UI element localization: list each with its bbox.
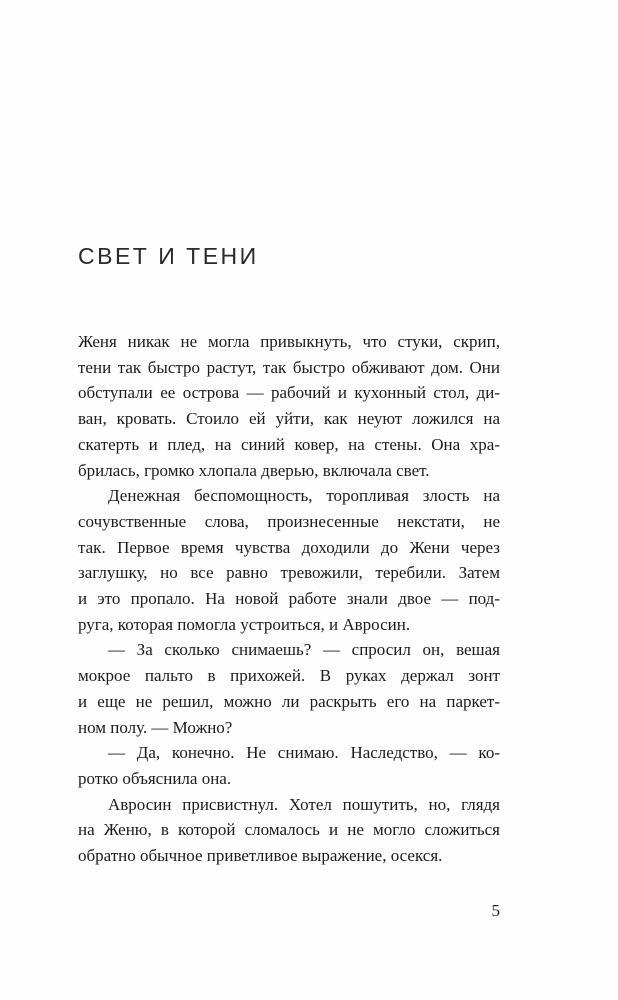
text-line: заглушку, но все равно тревожили, теребили. Затем xyxy=(78,563,500,583)
text-line: руга, которая помогла устроиться, и Авросин. xyxy=(78,614,411,634)
text-line: — Да, конечно. Не снимаю. Наследство, — ко- xyxy=(108,743,500,763)
text-line: — За сколько снимаешь? — спросил он, вешая xyxy=(108,640,500,660)
paragraph xyxy=(78,483,500,637)
text-line: брилась, громко хлопала дверью, включала свет. xyxy=(78,460,430,480)
chapter-title: СВЕТ И ТЕНИ xyxy=(78,243,259,269)
text-line: сочувственные слова, произнесенные некстати, не xyxy=(78,511,500,531)
text-line: обратно обычное приветливое выражение, осекся. xyxy=(78,846,443,866)
paragraph xyxy=(78,740,500,791)
text-line: мокрое пальто в прихожей. В руках держал зонт xyxy=(78,666,500,686)
text-line: Денежная беспомощность, торопливая злость на xyxy=(108,486,500,506)
text-line: на Женю, в которой сломалось и не могло сложиться xyxy=(78,820,500,840)
text-line: и еще не решил, можно ли раскрыть его на паркет- xyxy=(78,691,500,711)
page-number: 5 xyxy=(491,901,500,920)
text-line: обступали ее острова — рабочий и кухонный стол, ди- xyxy=(78,383,500,403)
paragraph xyxy=(78,792,500,869)
text-block xyxy=(78,329,500,869)
paragraph xyxy=(78,637,500,740)
text-line: ван, кровать. Стоило ей уйти, как неуют ложился на xyxy=(78,409,500,429)
text-line: Женя никак не могла привыкнуть, что стуки, скрип, xyxy=(78,332,500,351)
text-line: Авросин присвистнул. Хотел пошутить, но, глядя xyxy=(108,794,500,814)
text-line: скатерть и плед, на синий ковер, на стены. Она хра- xyxy=(78,434,500,454)
text-line: так. Первое время чувства доходили до Жени через xyxy=(78,537,500,557)
text-line: тени так быстро растут, так быстро обживают дом. Они xyxy=(78,357,500,377)
text-line: ротко объяснила она. xyxy=(78,768,232,788)
paragraph xyxy=(78,329,500,483)
text-line: ном полу. — Можно? xyxy=(78,717,233,737)
text-line: и это пропало. На новой работе знали двое — под- xyxy=(78,589,500,609)
